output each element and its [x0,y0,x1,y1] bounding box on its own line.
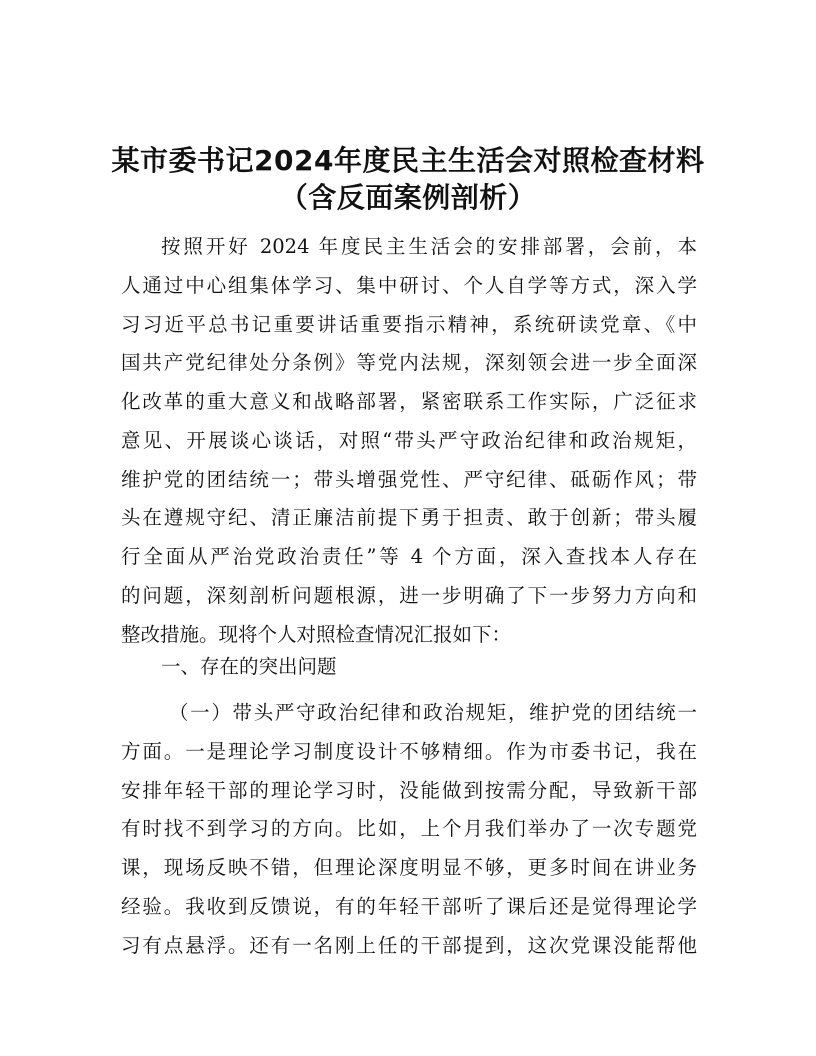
paragraph-line: 经验。我收到反馈说，有的年轻干部听了课后还是觉得理论学 [121,894,697,918]
paragraph-line: （一）带头严守政治纪律和政治规矩，维护党的团结统一 [169,701,697,724]
paragraph-line: 维护党的团结统一；带头增强党性、严守纪律、砥砺作风；带 [121,467,697,491]
paragraph-line: 习习近平总书记重要讲话重要指示精神，系统研读党章、《中 [121,312,697,336]
paragraph-line: 行全面从严治党政治责任”等 4 个方面，深入查找本人存在 [121,545,697,568]
paragraph-line: 化改革的重大意义和战略部署，紧密联系工作实际，广泛征求 [121,390,697,413]
paragraph-line: 国共产党纪律处分条例》等党内法规，深刻领会进一步全面深 [121,351,697,375]
document-subtitle: （含反面案例剖析） [279,181,537,214]
section-paragraph [121,694,697,965]
paragraph-line: 按照开好 2024 年度民主生活会的安排部署，会前，本 [161,235,697,258]
paragraph-line: 有时找不到学习的方向。比如，上个月我们举办了一次专题党 [121,817,697,841]
paragraph-line: 方面。一是理论学习制度设计不够精细。作为市委书记，我在 [121,739,697,763]
paragraph-line: 习有点悬浮。还有一名刚上任的干部提到，这次党课没能帮他 [121,933,697,957]
paragraph-line: 头在遵规守纪、清正廉洁前提下勇于担责、敢于创新；带头履 [121,506,697,530]
intro-paragraph [121,228,697,654]
section-heading: 一、存在的突出问题 [161,655,337,678]
paragraph-line: 意见、开展谈心谈话，对照“带头严守政治纪律和政治规矩， [121,428,697,452]
paragraph-line: 安排年轻干部的理论学习时，没能做到按需分配，导致新干部 [121,778,697,802]
document-title: 某市委书记2024年度民主生活会对照检查材料 [111,144,705,177]
paragraph-line: 的问题，深刻剖析问题根源，进一步明确了下一步努力方向和 [121,583,697,607]
paragraph-line: 整改措施。现将个人对照检查情况汇报如下： [121,622,512,646]
paragraph-line: 课，现场反映不错，但理论深度明显不够，更多时间在讲业务 [121,856,697,879]
paragraph-line: 人通过中心组集体学习、集中研讨、个人自学等方式，深入学 [121,273,697,297]
